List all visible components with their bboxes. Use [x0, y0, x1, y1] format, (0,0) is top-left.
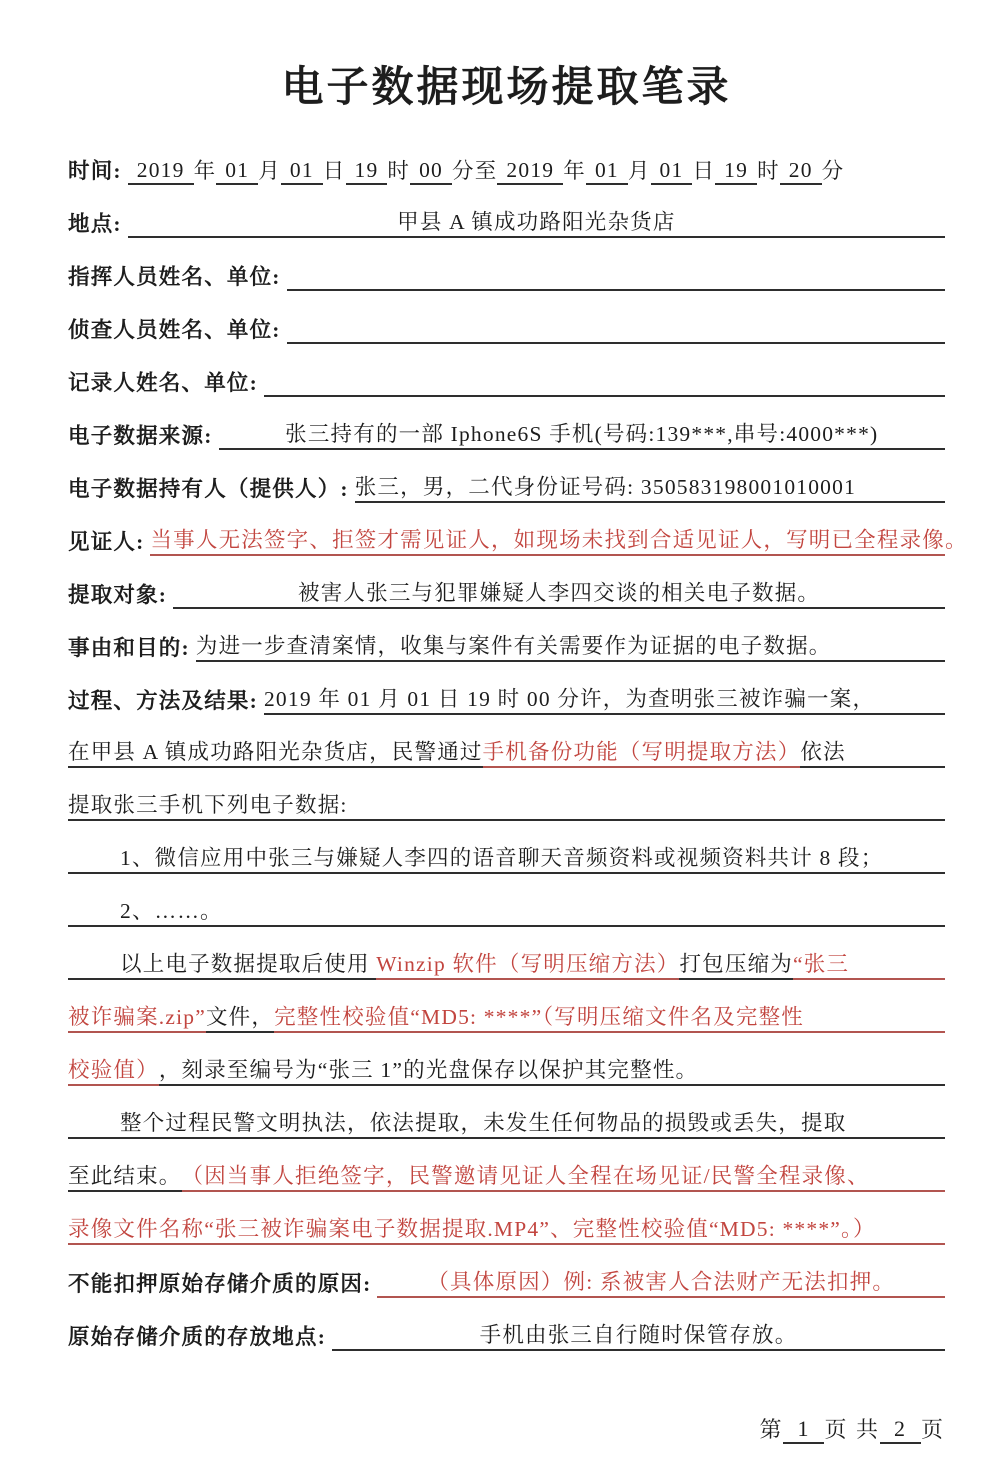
footer-suffix: 页: [920, 1417, 945, 1442]
process-line-1-label: 过程、方法及结果:: [68, 689, 258, 713]
page-footer: [759, 1413, 945, 1444]
data-source-line-label: 电子数据来源:: [68, 424, 213, 448]
extraction-target-line-seg-0: 被害人张三与犯罪嫌疑人李四交谈的相关电子数据。: [173, 576, 945, 609]
time-line-seg-3: 月: [258, 159, 281, 183]
closing-line-3: [68, 1192, 945, 1245]
witness-line-seg-0: 当事人无法签字、拒签才需见证人，如现场未找到合适见证人，写明已全程录像。: [150, 523, 945, 556]
closing-line-2: [68, 1139, 945, 1192]
location-line-seg-0: 甲县 A 镇成功路阳光杂货店: [128, 205, 945, 238]
compress-line-1: [68, 927, 945, 980]
time-line-seg-6: 19: [346, 158, 388, 185]
compress-line-2-seg-1: 文件，: [206, 1000, 274, 1033]
closing-line-1-seg-0: [68, 1137, 120, 1139]
time-line-seg-18: 20: [780, 158, 822, 185]
time-line-seg-11: 年: [563, 159, 586, 183]
footer-middle: 页 共: [824, 1417, 880, 1442]
recorder-line-label: 记录人姓名、单位:: [68, 371, 258, 395]
compress-line-3: [68, 1033, 945, 1086]
data-holder-line: [68, 450, 945, 503]
data-source-line: [68, 397, 945, 450]
no-seizure-reason-line: [68, 1245, 945, 1298]
storage-location-line-seg-0: 手机由张三自行随时保管存放。: [332, 1318, 945, 1351]
data-source-line-seg-0: 张三持有的一部 Iphone6S 手机(号码:139***,串号:4000***): [219, 417, 945, 450]
closing-line-2-seg-0: 至此结束。: [68, 1159, 182, 1192]
time-line-seg-15: 日: [692, 159, 716, 183]
compress-line-2-seg-0: 被诈骗案.zip”: [68, 1000, 206, 1033]
storage-location-line-label: 原始存储介质的存放地点:: [68, 1325, 327, 1349]
item-1-line-seg-1: 1、微信应用中张三与嫌疑人李四的语音聊天音频资料或视频资料共计 8 段；: [120, 841, 945, 874]
time-line-seg-8: 00: [410, 158, 452, 185]
commander-line-label: 指挥人员姓名、单位:: [68, 265, 281, 289]
extraction-target-line-label: 提取对象:: [68, 583, 168, 607]
process-line-1-seg-0: 2019 年 01 月 01 日 19 时 00 分许，为查明张三被诈骗一案，: [264, 682, 945, 715]
compress-line-2: [68, 980, 945, 1033]
recorder-line-seg-0: [264, 395, 945, 397]
time-line-seg-16: 19: [715, 158, 757, 185]
time-line-seg-14: 01: [651, 158, 693, 185]
time-line-seg-4: 01: [281, 158, 323, 185]
storage-location-line: [68, 1298, 945, 1351]
compress-line-1-seg-2: Winzip 软件（写明压缩方法）: [376, 947, 679, 980]
footer-total-pages: 2: [880, 1416, 921, 1444]
process-line-2-seg-1: 手机备份功能（写明提取方法）: [483, 735, 801, 768]
document-lines: [68, 132, 968, 1351]
extraction-target-line: [68, 556, 945, 609]
location-line-label: 地点:: [68, 212, 122, 236]
purpose-line-label: 事由和目的:: [68, 636, 190, 660]
process-line-2-seg-0: 在甲县 A 镇成功路阳光杂货店，民警通过: [68, 735, 483, 768]
closing-line-2-seg-1: （因当事人拒绝签字，民警邀请见证人全程在场见证/民警全程录像、: [182, 1159, 945, 1192]
investigator-line-seg-0: [287, 342, 945, 344]
closing-line-3-seg-0: 录像文件名称“张三被诈骗案电子数据提取.MP4”、完整性校验值“MD5: ****”。）: [68, 1212, 945, 1245]
document-title: 电子数据现场提取笔录: [281, 65, 732, 111]
compress-line-3-seg-1: ，刻录至编号为“张三 1”的光盘保存以保护其完整性。: [159, 1053, 945, 1086]
item-2-line-seg-1: 2、……。: [120, 894, 945, 927]
time-line-seg-5: 日: [322, 159, 346, 183]
time-line: [68, 132, 945, 185]
process-line-2-seg-2: 依法: [800, 735, 945, 768]
item-1-line: [68, 821, 945, 874]
closing-line-1: [68, 1086, 945, 1139]
location-line: [68, 185, 945, 238]
time-line-seg-2: 01: [216, 158, 258, 185]
time-line-seg-19: 分: [821, 159, 845, 183]
process-line-2: [68, 715, 945, 768]
compress-line-1-seg-4: “张三: [793, 947, 945, 980]
footer-prefix: 第: [759, 1417, 784, 1442]
commander-line: [68, 238, 945, 291]
closing-line-1-seg-1: 整个过程民警文明执法，依法提取，未发生任何物品的损毁或丢失，提取: [120, 1106, 945, 1139]
process-line-3-seg-0: 提取张三手机下列电子数据:: [68, 788, 945, 821]
compress-line-1-seg-0: [68, 978, 120, 980]
item-2-line-seg-0: [68, 925, 120, 927]
item-1-line-seg-0: [68, 872, 120, 874]
time-line-seg-13: 月: [627, 159, 651, 183]
time-line-seg-0: 2019: [128, 158, 194, 185]
compress-line-3-seg-0: 校验值）: [68, 1053, 159, 1086]
investigator-line-label: 侦查人员姓名、单位:: [68, 318, 281, 342]
process-line-1: [68, 662, 945, 715]
no-seizure-reason-line-label: 不能扣押原始存储介质的原因:: [68, 1272, 372, 1296]
time-line-seg-12: 01: [586, 158, 628, 185]
witness-line: [68, 503, 968, 556]
purpose-line: [68, 609, 945, 662]
footer-page-number: 1: [783, 1416, 824, 1444]
data-holder-line-label: 电子数据持有人（提供人）:: [68, 477, 349, 501]
investigator-line: [68, 291, 945, 344]
time-line-seg-17: 时: [757, 159, 780, 183]
purpose-line-seg-0: 为进一步查清案情，收集与案件有关需要作为证据的电子数据。: [196, 629, 945, 662]
no-seizure-reason-line-seg-0: （具体原因）例: 系被害人合法财产无法扣押。: [377, 1265, 945, 1298]
time-line-seg-7: 时: [387, 159, 411, 183]
item-2-line: [68, 874, 945, 927]
process-line-3: [68, 768, 945, 821]
time-line-seg-1: 年: [193, 159, 217, 183]
time-line-seg-9: 分至: [452, 159, 498, 183]
time-line-seg-10: 2019: [497, 158, 563, 185]
time-line-label: 时间:: [68, 159, 122, 183]
compress-line-1-seg-3: 打包压缩为: [679, 947, 793, 980]
compress-line-2-seg-2: 完整性校验值“MD5: ****”（写明压缩文件名及完整性: [274, 1000, 945, 1033]
compress-line-1-seg-1: 以上电子数据提取后使用: [120, 947, 376, 980]
recorder-line: [68, 344, 945, 397]
witness-line-label: 见证人:: [68, 530, 145, 554]
commander-line-seg-0: [287, 289, 945, 291]
data-holder-line-seg-0: 张三，男，二代身份证号码: 350583198001010001: [355, 470, 945, 503]
